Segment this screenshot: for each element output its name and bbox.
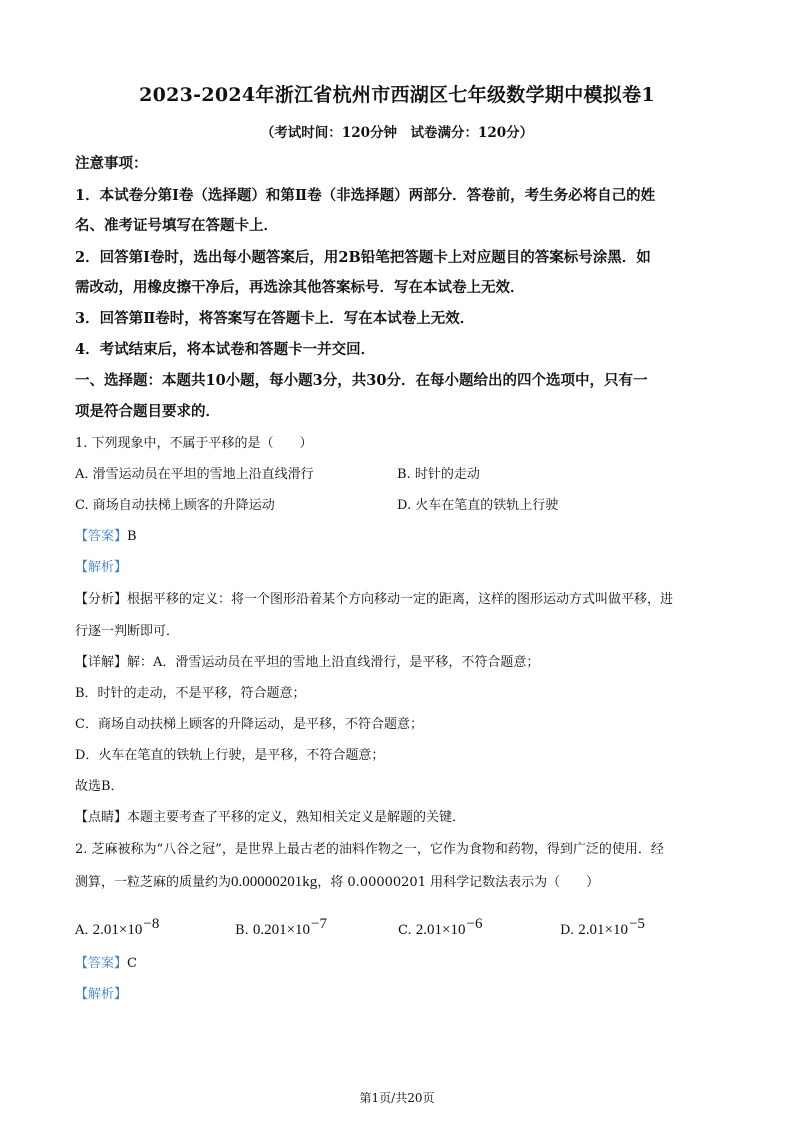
xiangjie-tag: 【详解】 [75, 655, 128, 670]
page-title: 2023-2024年浙江省杭州市西湖区七年级数学期中模拟卷1 [139, 84, 655, 106]
option-label: A. [75, 923, 89, 938]
option-base: 2.01×10 [92, 922, 143, 938]
question-1-stem: 1. 下列现象中，不属于平移的是（ ） [75, 436, 313, 451]
question-2-option-d [560, 916, 645, 939]
option-base: 2.01×10 [415, 922, 466, 938]
question-1-xiangjie [75, 651, 539, 670]
analysis-tag: 【解析】 [75, 560, 128, 575]
question-1-answer [75, 525, 137, 544]
xiangjie-a: 解：A．滑雪运动员在平坦的雪地上沿直线滑行，是平移，不符合题意； [127, 655, 540, 670]
question-1-option-d: D. 火车在笔直的铁轨上行驶 [397, 498, 559, 513]
option-base: 0.201×10 [252, 922, 311, 938]
notice-item-2: 2．回答第Ⅰ卷时，选出每小题答案后，用2B铅笔把答题卡上对应题目的答案标号涂黑．如 [75, 249, 651, 266]
dianjing-tag: 【点睛】 [75, 810, 128, 825]
page-footer: 第1页/共20页 [359, 1091, 435, 1105]
question-2-option-c [398, 916, 482, 939]
answer-tag: 【答案】 [75, 529, 128, 544]
xiangjie-b: B．时针的走动，不是平移，符合题意； [75, 686, 306, 701]
option-exponent: −5 [628, 916, 645, 932]
xiangjie-c: C．商场自动扶梯上顾客的升降运动，是平移，不符合题意； [75, 717, 423, 732]
question-2-option-b [235, 916, 327, 939]
question-1-fenxi-cont: 行逐一判断即可． [75, 624, 180, 639]
section-heading-cont: 项是符合题目要求的． [75, 403, 220, 420]
question-1-fenxi [75, 588, 673, 607]
fenxi-tag: 【分析】 [75, 592, 128, 607]
notice-item-3: 3．回答第Ⅱ卷时，将答案写在答题卡上．写在本试卷上无效． [75, 310, 475, 327]
answer-value: C [127, 956, 137, 971]
fenxi-text: 根据平移的定义：将一个图形沿着某个方向移动一定的距离，这样的图形运动方式叫做平移，进 [127, 592, 674, 607]
answer-value: B [127, 529, 137, 544]
xiangjie-d: D．火车在笔直的铁轨上行驶，是平移，不符合题意； [75, 748, 385, 763]
notice-item-2-cont: 需改动，用橡皮擦干净后，再选涂其他答案标号．写在本试卷上无效． [75, 279, 525, 296]
question-2-answer [75, 952, 137, 971]
notice-heading: 注意事项： [75, 155, 148, 172]
option-exponent: −6 [466, 916, 483, 932]
question-2-stem-cont [75, 871, 599, 891]
option-label: B. [235, 923, 249, 938]
option-exponent: −8 [143, 916, 160, 932]
option-exponent: −7 [311, 916, 328, 932]
answer-tag: 【答案】 [75, 956, 128, 971]
stem-text: 测算，一粒芝麻的质量约为 [75, 875, 232, 890]
notice-item-4: 4．考试结束后，将本试卷和答题卡一并交回． [75, 341, 376, 358]
question-1-option-b: B. 时针的走动 [397, 467, 480, 482]
question-1-option-a: A. 滑雪运动员在平坦的雪地上沿直线滑行 [75, 467, 314, 482]
exam-info: （考试时间：120分钟 试卷满分：120分） [260, 125, 534, 141]
analysis-tag: 【解析】 [75, 987, 128, 1002]
question-2-stem: 2. 芝麻被称为“八谷之冠”，是世界上最古老的油料作物之一，它作为食物和药物，得到广泛的使用．经 [75, 842, 664, 857]
question-1-option-c: C. 商场自动扶梯上顾客的升降运动 [75, 498, 275, 513]
option-label: D. [560, 923, 575, 938]
dianjing-text: 本题主要考查了平移的定义，熟知相关定义是解题的关键． [127, 810, 466, 825]
mass-value: 0.00000201kg [231, 874, 318, 890]
question-1-conclusion: 故选B． [75, 779, 124, 794]
question-2-option-a [75, 916, 159, 939]
stem-text-end: ，将 0.00000201 用科学记数法表示为（ ） [317, 875, 600, 890]
notice-item-1: 1．本试卷分第Ⅰ卷（选择题）和第Ⅱ卷（非选择题）两部分．答卷前，考生务必将自己的姓 [75, 187, 656, 204]
notice-item-1-cont: 名、准考证号填写在答题卡上． [75, 217, 278, 234]
question-1-dianjing [75, 806, 465, 825]
option-label: C. [398, 923, 412, 938]
section-heading: 一、选择题：本题共10小题，每小题3分，共30分．在每小题给出的四个选项中，只有一 [75, 372, 648, 389]
option-base: 2.01×10 [578, 922, 628, 938]
